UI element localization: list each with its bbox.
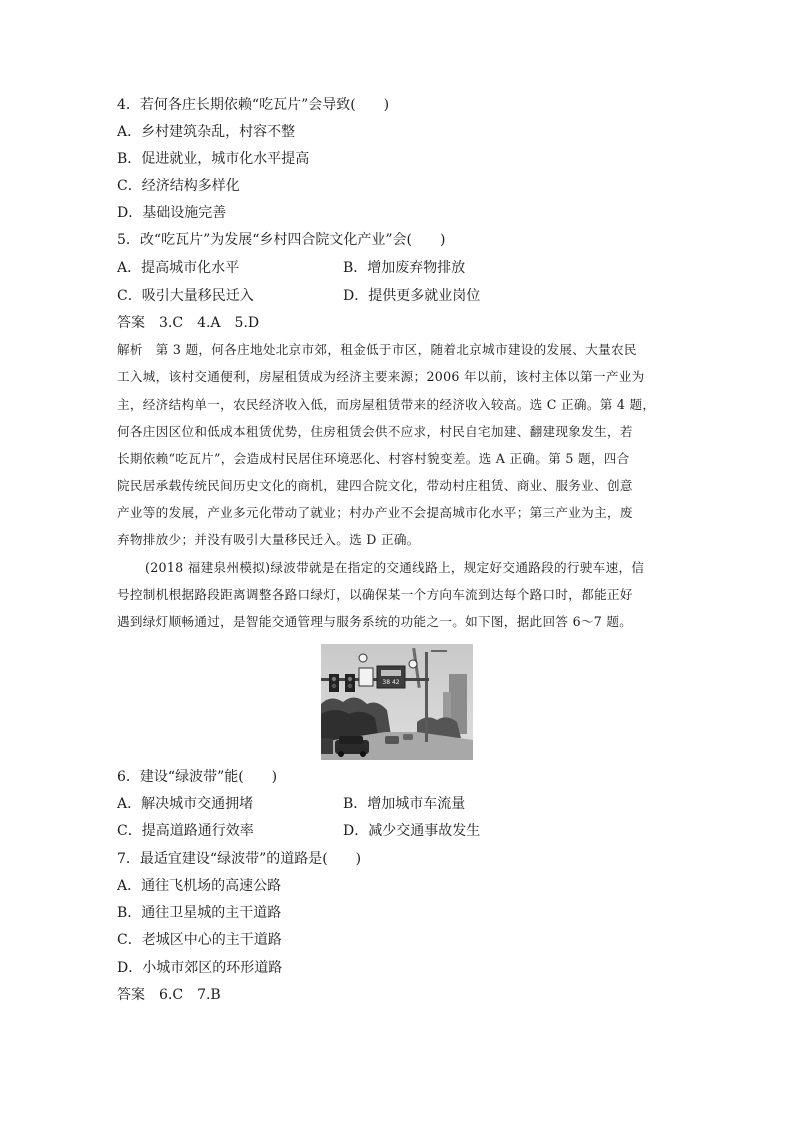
q4-option-b: B．促进就业，城市化水平提高 — [117, 151, 310, 167]
answer-3-5: 答案 3.C 4.A 5.D — [117, 315, 260, 331]
q5-option-d: D．提供更多就业岗位 — [343, 288, 481, 304]
q5-option-a: A．提高城市化水平 — [117, 260, 240, 276]
analysis-line: 院民居承载传统民间历史文化的商机，建四合院文化，带动村庄租赁、商业、服务业、创意 — [117, 478, 633, 493]
intro-line: 遇到绿灯顺畅通过，是智能交通管理与服务系统的功能之一。如下图，据此回答 6～7 题。 — [117, 614, 633, 629]
sign-speed-text: 38 42 — [382, 679, 400, 686]
q6-option-a: A．解决城市交通拥堵 — [117, 796, 254, 812]
q7-option-c: C．老城区中心的主干道路 — [117, 932, 282, 948]
analysis-line: 产业等的发展，产业多元化带动了就业；村办产业不会提高城市化水平；第三产业为主，废 — [117, 505, 633, 520]
q5-option-b: B．增加废弃物排放 — [343, 260, 466, 276]
q7-stem: 7．最适宜建设“绿波带”的道路是( ) — [117, 851, 362, 867]
intro-line: (2018 福建泉州模拟)绿波带就是在指定的交通线路上，规定好交通路段的行驶车速，信 — [145, 560, 645, 575]
analysis-line: 解析 第 3 题，何各庄地处北京市郊，租金低于市区，随着北京城市建设的发展、大量农民 — [117, 342, 637, 357]
answer-6-7: 答案 6.C 7.B — [117, 987, 221, 1003]
traffic-light-photo — [321, 644, 473, 760]
q6-option-b: B．增加城市车流量 — [343, 796, 466, 812]
q4-option-c: C．经济结构多样化 — [117, 178, 240, 194]
q5-option-c: C．吸引大量移民迁入 — [117, 288, 254, 304]
q7-option-d: D．小城市郊区的环形道路 — [117, 960, 283, 976]
q5-stem: 5．改“吃瓦片”为发展“乡村四合院文化产业”会( ) — [117, 232, 446, 248]
analysis-line: 何各庄因区位和低成本租赁优势，住房租赁会供不应求，村民自宅加建、翻建现象发生，若 — [117, 424, 633, 439]
analysis-line: 主，经济结构单一，农民经济收入低，而房屋租赁带来的经济收入较高。选 C 正确。第 4 题， — [117, 397, 656, 412]
analysis-line: 弃物排放少；并没有吸引大量移民迁入。选 D 正确。 — [117, 532, 420, 547]
q7-option-a: A．通往飞机场的高速公路 — [117, 878, 282, 894]
q6-option-c: C．提高道路通行效率 — [117, 823, 254, 839]
q7-option-b: B．通往卫星城的主干道路 — [117, 905, 282, 921]
q4-stem: 4．若何各庄长期依赖“吃瓦片”会导致( ) — [117, 97, 390, 113]
analysis-line: 长期依赖“吃瓦片”，会造成村民居住环境恶化、村容村貌变差。选 A 正确。第 5 题，四合 — [117, 451, 630, 466]
q6-stem: 6．建设“绿波带”能( ) — [117, 769, 278, 785]
q4-option-a: A．乡村建筑杂乱，村容不整 — [117, 124, 296, 140]
intro-line: 号控制机根据路段距离调整各路口绿灯，以确保某一个方向车流到达每个路口时，都能正好 — [117, 587, 633, 602]
analysis-line: 工入城，该村交通便利，房屋租赁成为经济主要来源；2006 年以前，该村主体以第一产业为 — [117, 369, 645, 384]
q4-option-d: D．基础设施完善 — [117, 205, 227, 221]
q6-option-d: D．减少交通事故发生 — [343, 823, 481, 839]
